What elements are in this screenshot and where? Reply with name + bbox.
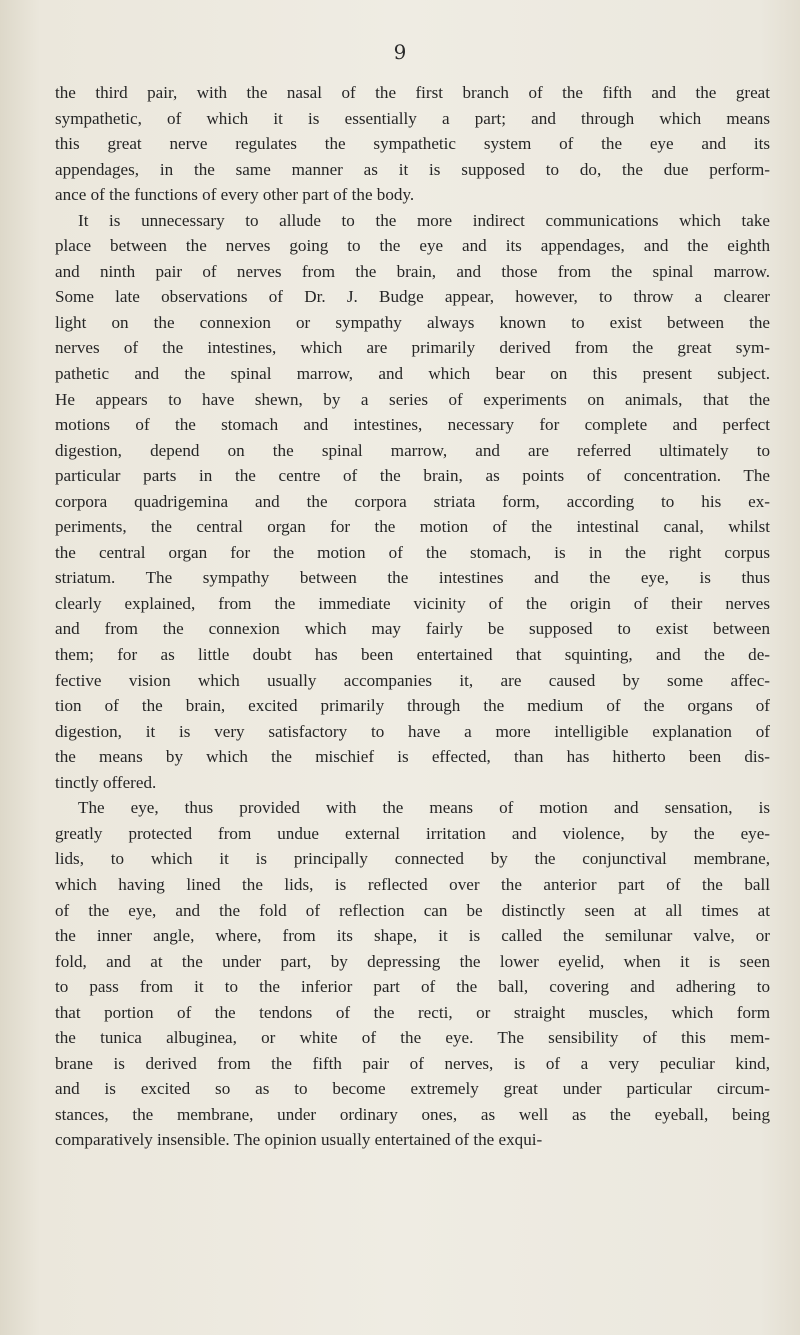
text-line: the tunica albuginea, or white of the eye. The sensibility of this mem- xyxy=(55,1028,770,1048)
text-line: light on the connexion or sympathy always known to exist between the xyxy=(55,312,770,332)
text-line: striatum. The sympathy between the intestines and the eye, is thus xyxy=(55,568,770,588)
text-line: digestion, it is very satisfactory to have a more intelligible explanation of xyxy=(55,721,770,741)
text-line: this great nerve regulates the sympathetic system of the eye and its xyxy=(55,134,770,154)
text-line: the means by which the mischief is effected, than has hitherto been dis- xyxy=(55,747,770,767)
text-line: them; for as little doubt has been entertained that squinting, and the de- xyxy=(55,645,770,665)
paragraph xyxy=(55,80,770,208)
text-line: that portion of the tendons of the recti, or straight muscles, which form xyxy=(55,1002,770,1022)
text-line: It is unnecessary to allude to the more indirect communications which take xyxy=(78,210,770,230)
text-line: brane is derived from the fifth pair of nerves, is of a very peculiar kind, xyxy=(55,1053,770,1073)
text-line: which having lined the lids, is reflected over the anterior part of the ball xyxy=(55,874,770,894)
text-line: greatly protected from undue external irritation and violence, by the eye- xyxy=(55,823,770,843)
text-line: and from the connexion which may fairly be supposed to exist between xyxy=(55,619,770,639)
text-line: The eye, thus provided with the means of motion and sensation, is xyxy=(78,798,770,818)
text-line: comparatively insensible. The opinion usually entertained of the exqui- xyxy=(55,1130,543,1150)
text-line: tion of the brain, excited primarily through the medium of the organs of xyxy=(55,696,770,716)
text-line: of the eye, and the fold of reflection can be distinctly seen at all times at xyxy=(55,900,770,920)
text-line: appendages, in the same manner as it is supposed to do, the due perform- xyxy=(55,159,770,179)
text-line: ance of the functions of every other part of the body. xyxy=(55,185,415,205)
text-line: clearly explained, from the immediate vicinity of the origin of their nerves xyxy=(55,593,770,613)
page-number: 9 xyxy=(393,40,407,64)
text-line: the third pair, with the nasal of the first branch of the fifth and the great xyxy=(55,83,770,102)
text-line: particular parts in the centre of the brain, as points of concentration. The xyxy=(55,466,770,486)
text-line: fold, and at the under part, by depressing the lower eyelid, when it is seen xyxy=(55,951,770,971)
text-line: place between the nerves going to the eye and its appendages, and the eighth xyxy=(55,236,770,256)
text-line: fective vision which usually accompanies it, are caused by some affec- xyxy=(55,670,770,690)
text-line: nerves of the intestines, which are primarily derived from the great sym- xyxy=(55,338,770,358)
text-line: to pass from it to the inferior part of the ball, covering and adhering to xyxy=(55,977,770,997)
text-line: and is excited so as to become extremely great under particular circum- xyxy=(55,1079,770,1099)
text-line: the inner angle, where, from its shape, it is called the semilunar valve, or xyxy=(55,926,770,946)
paragraph xyxy=(55,795,770,1153)
text-line: tinctly offered. xyxy=(55,772,157,792)
text-line: Some late observations of Dr. J. Budge appear, however, to throw a clearer xyxy=(55,287,770,307)
text-line: pathetic and the spinal marrow, and which bear on this present subject. xyxy=(55,364,770,384)
paragraph xyxy=(55,208,770,796)
text-line: digestion, depend on the spinal marrow, and are referred ultimately to xyxy=(55,440,770,460)
text-line: motions of the stomach and intestines, necessary for complete and perfect xyxy=(55,415,770,435)
body-text xyxy=(55,80,770,1153)
text-line: corpora quadrigemina and the corpora striata form, according to his ex- xyxy=(55,491,770,511)
text-line: He appears to have shewn, by a series of experiments on animals, that the xyxy=(55,389,770,409)
text-line: and ninth pair of nerves from the brain, and those from the spinal marrow. xyxy=(55,261,770,281)
text-line: periments, the central organ for the motion of the intestinal canal, whilst xyxy=(55,517,770,537)
text-line: lids, to which it is principally connected by the conjunctival membrane, xyxy=(55,849,770,869)
text-line: sympathetic, of which it is essentially a part; and through which means xyxy=(55,108,770,128)
text-line: the central organ for the motion of the stomach, is in the right corpus xyxy=(55,542,770,562)
text-line: stances, the membrane, under ordinary ones, as well as the eyeball, being xyxy=(55,1104,770,1124)
